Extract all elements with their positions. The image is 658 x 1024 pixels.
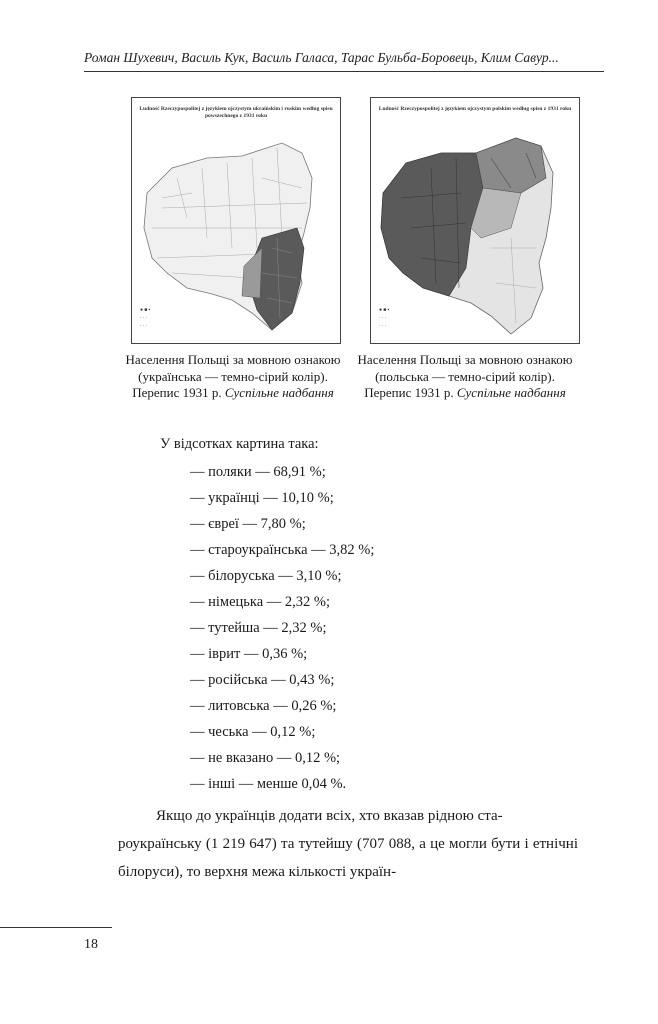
list-item: — поляки — 68,91 %;	[190, 464, 326, 480]
language-list	[190, 463, 374, 801]
caption-credit: Суспільне надбання	[224, 385, 334, 400]
list-item: — не вказано — 0,12 %;	[190, 750, 341, 766]
running-header: Роман Шухевич, Василь Кук, Василь Галаса, Тарас Бульба-Боровець, Клим Савур...	[84, 50, 559, 65]
paragraph-rest: роукраїнську (1 219 647) та тутейшу (707 088, а це могли бути і етнічні білоруси), то верхня межа кількості україн-	[118, 836, 578, 880]
body-paragraph	[118, 802, 578, 886]
map-title: Ludność Rzeczypospolitej z językiem ojczystym ukraińskim i ruskim według spisu powszechnego z 1931 roku	[139, 106, 333, 119]
map-figure-polish	[370, 97, 580, 344]
header-rule	[84, 71, 604, 72]
list-item: — російська — 0,43 %;	[190, 672, 335, 688]
caption-text: Населення Польщі за мовною ознакою (польська — темно-сірий колір). Перепис 1931 р.	[357, 352, 573, 400]
page-number: 18	[84, 937, 98, 952]
map-figure-ukrainian	[131, 97, 341, 344]
list-item: — німецька — 2,32 %;	[190, 594, 331, 610]
list-item: — українці — 10,10 %;	[190, 490, 334, 506]
list-item: — староукраїнська — 3,82 %;	[190, 542, 375, 558]
map-legend: ● ■ ▪ · · · · · ·	[140, 308, 151, 329]
map-title: Ludność Rzeczypospolitej z językiem ojczystym polskim według spisu z 1931 roku	[378, 106, 572, 112]
list-item: — євреї — 7,80 %;	[190, 516, 306, 532]
list-item: — іврит — 0,36 %;	[190, 646, 308, 662]
caption-text: Населення Польщі за мовною ознакою (українська — темно-сірий колір). Перепис 1931 р.	[125, 352, 341, 400]
map-image-ukrainian	[132, 98, 340, 343]
list-item: — білоруська — 3,10 %;	[190, 568, 342, 584]
list-intro: У відсотках картина така:	[160, 436, 319, 452]
list-item: — тутейша — 2,32 %;	[190, 620, 327, 636]
list-item: — чеська — 0,12 %;	[190, 724, 316, 740]
footer-rule	[0, 927, 112, 928]
paragraph-first-line: Якщо до українців додати всіх, хто вказав рідною ста-	[156, 808, 503, 824]
list-item: — литовська — 0,26 %;	[190, 698, 337, 714]
caption-credit: Суспільне надбання	[456, 385, 566, 400]
figure-caption-polish	[350, 352, 580, 402]
map-legend: ● ■ ▪ · · · · · ·	[379, 308, 390, 329]
figure-caption-ukrainian	[118, 352, 348, 402]
map-image-polish	[371, 98, 579, 343]
list-item: — інші — менше 0,04 %.	[190, 776, 347, 792]
